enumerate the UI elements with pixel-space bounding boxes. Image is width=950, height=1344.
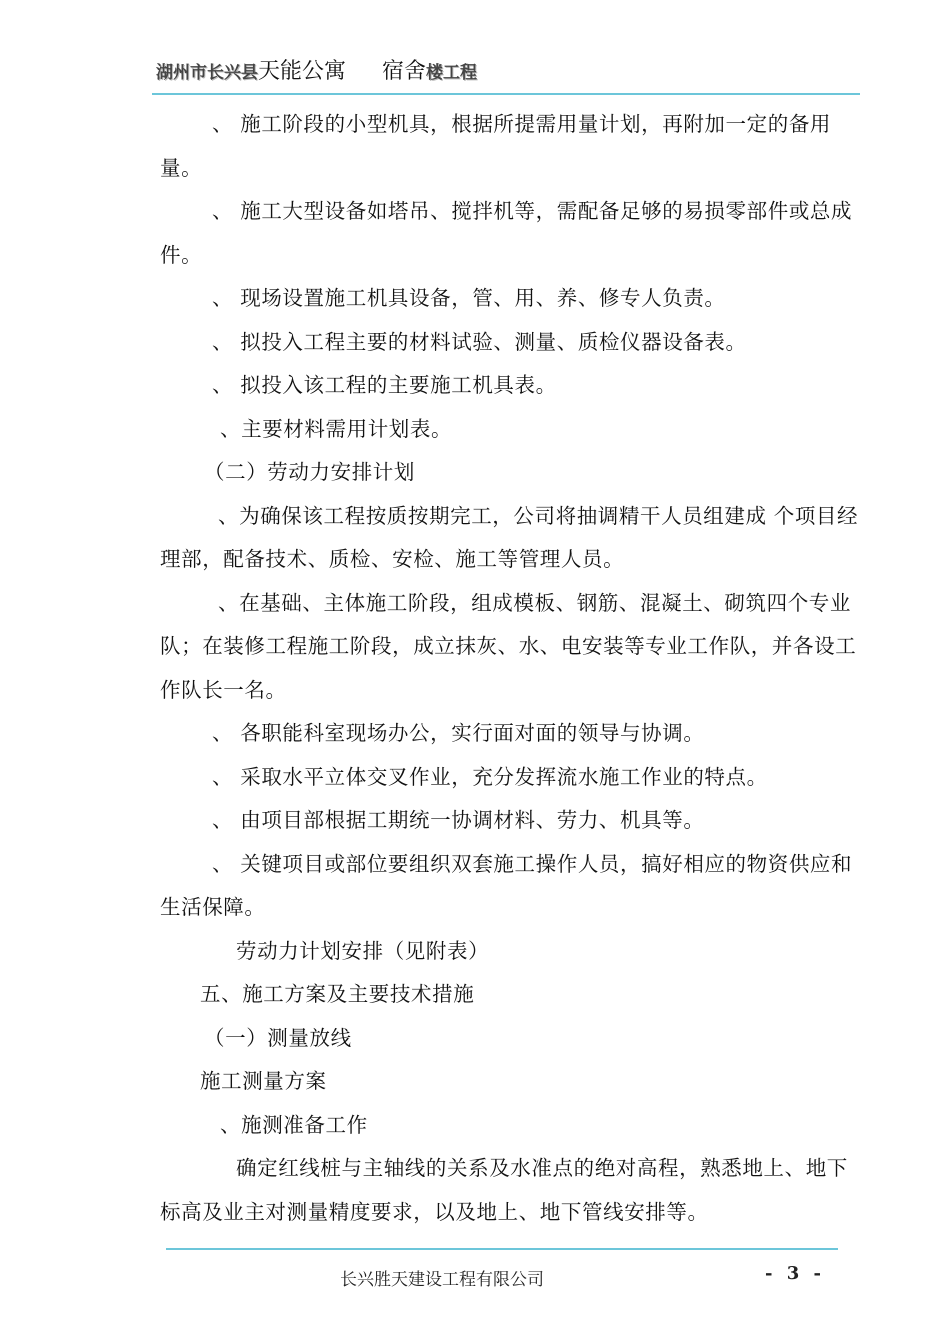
paragraph-1: 、 施工阶段的小型机具，根据所提需用量计划，再附加一定的备用量。 (160, 112, 832, 180)
paragraph-3: 、 现场设置施工机具设备，管、用、养、修专人负责。 (212, 286, 726, 310)
header-project-name: 天能公寓 (258, 59, 347, 84)
paragraph-7: 、为确保该工程按质按期完工，公司将抽调精干人员组建成 个项目经理部，配备技术、质检、安检、施工等管理人员。 (160, 503, 859, 571)
paragraph-6: 、主要材料需用计划表。 (220, 416, 453, 441)
header-suffix: 楼工程 (426, 63, 478, 83)
paragraph-11: 、 由项目部根据工期统一协调材料、劳力、机具等。 (212, 808, 705, 832)
section-heading-construction: 五、施工方案及主要技术措施 (200, 982, 475, 1006)
header-title (156, 54, 477, 85)
paragraph-10: 、 采取水平立体交叉作业，充分发挥流水施工作业的特点。 (212, 764, 768, 789)
paragraph-4: 、 拟投入工程主要的材料试验、测量、质检仪器设备表。 (212, 329, 747, 354)
header-divider (152, 93, 860, 95)
header-building: 宿舍 (382, 59, 427, 84)
survey-prep-heading: 、施测准备工作 (220, 1112, 368, 1137)
section-heading-labor: （二）劳动力安排计划 (204, 460, 415, 484)
labor-plan-note: 劳动力计划安排（见附表） (236, 938, 490, 963)
page-header (152, 48, 860, 94)
paragraph-12: 、 关键项目或部位要组织双套施工操作人员，搞好相应的物资供应和生活保障。 (160, 851, 853, 919)
paragraph-8: 、在基础、主体施工阶段，组成模板、钢筋、混凝土、砌筑四个专业队；在装修工程施工阶段，成立抹灰、水、电安装等专业工作队，并各设工作队长一名。 (160, 590, 857, 702)
footer-company: 长兴胜天建设工程有限公司 (340, 1270, 544, 1290)
survey-plan-title: 施工测量方案 (200, 1069, 327, 1093)
footer-divider (166, 1248, 838, 1250)
header-location: 湖州市长兴县 (156, 63, 258, 83)
paragraph-9: 、 各职能科室现场办公，实行面对面的领导与协调。 (212, 721, 705, 745)
paragraph-2: 、 施工大型设备如塔吊、搅拌机等，需配备足够的易损零部件或总成件。 (160, 199, 853, 267)
paragraph-5: 、 拟投入该工程的主要施工机具表。 (212, 373, 557, 397)
subsection-heading-survey: （一）测量放线 (204, 1025, 352, 1050)
paragraph-13: 确定红线桩与主轴线的关系及水准点的绝对高程，熟悉地上、地下标高及业主对测量精度要求，以及地上、地下管线安排等。 (160, 1156, 848, 1224)
page-number: - 3 - (765, 1263, 825, 1284)
document-body (160, 103, 860, 1234)
